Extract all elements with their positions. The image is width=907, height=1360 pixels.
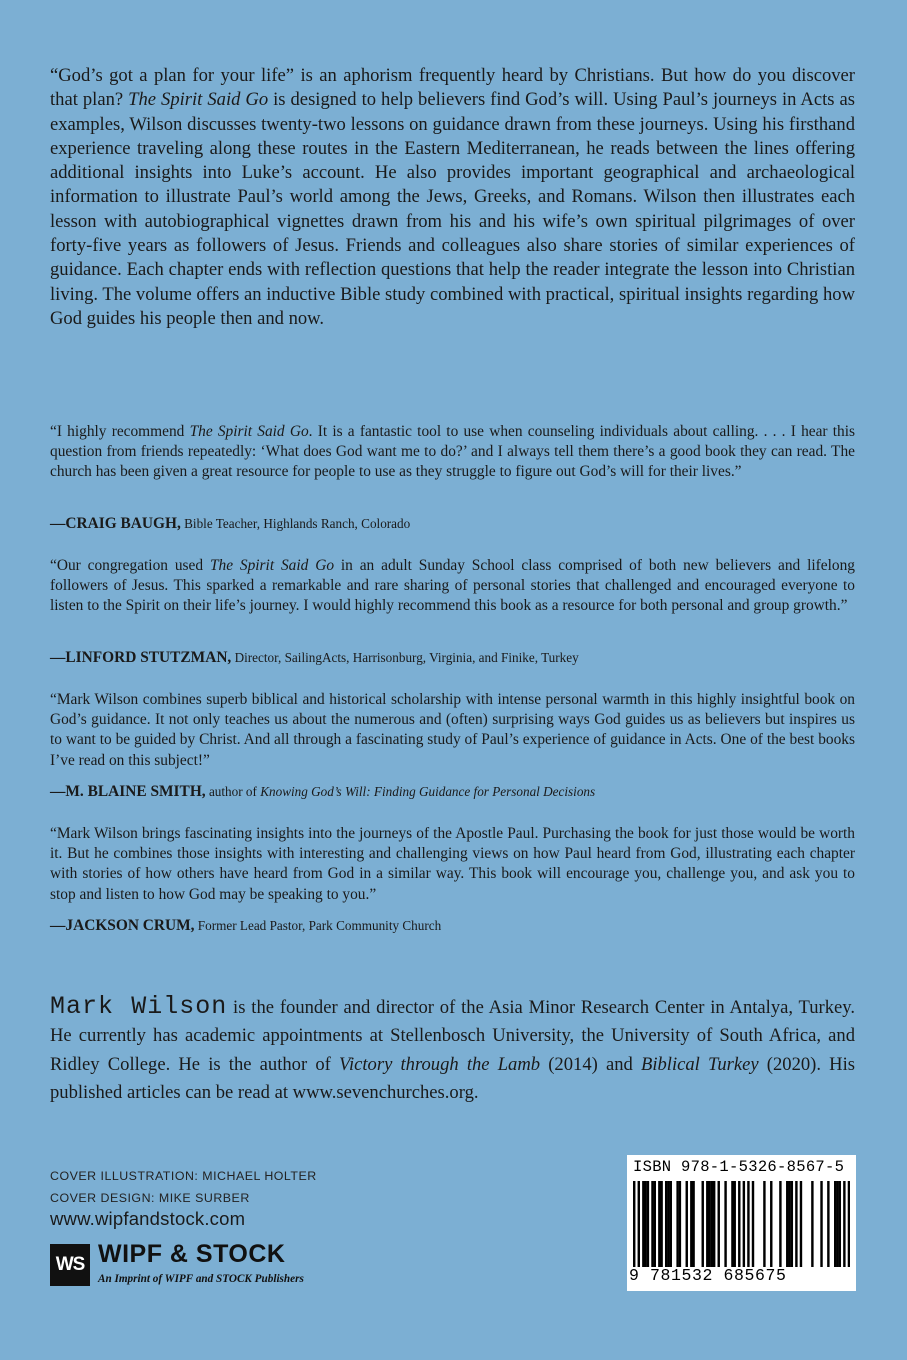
endorsement-quote: “Our congregation used The Spirit Said Go in an adult Sunday School class comprised of both new believers and lifelong followers of Jesus. This sparked a remarkable and rare sharing of personal stories that challenged and encouraged everyone to listen to the Spirit on their life’s journey. I would highly recommend this book as a resource for both personal and group growth.”: [50, 557, 855, 615]
barcode-bar: [638, 1181, 640, 1267]
barcode-bar: [706, 1181, 708, 1267]
endorsement-attribution: —M. BLAINE SMITH, author of Knowing God’s Will: Finding Guidance for Personal Decisions: [50, 783, 596, 800]
barcode-bar: [724, 1181, 726, 1267]
barcode-bar: [690, 1181, 692, 1267]
barcode-bar: [734, 1181, 736, 1267]
book-description: “God’s got a plan for your life” is an aphorism frequently heard by Christians. But how do you discover that plan? The Spirit Said Go is designed to help believers find God’s will. Using Paul’s journeys in Acts as examples, Wilson discusses twenty-two lessons on guidance drawn from these journeys. Using his firsthand experience traveling along these routes in the Eastern Mediterranean, he reads between the lines offering additional insights into Luke’s account. He also provides important geographical and archaeological information to illustrate Paul’s world among the Jews, Greeks, and Romans. Wilson then illustrates each lesson with autobiographical vignettes drawn from his and his wife’s own spiritual pilgrimages of over forty-five years as followers of Jesus. Friends and colleagues also share stories of similar experiences of guidance. Each chapter ends with reflection questions that help the reader integrate the lesson into Christian living. The volume offers an inductive Bible study combined with practical, spiritual insights regarding how God guides his people then and now.: [50, 65, 855, 329]
publisher-name: WIPF & STOCK: [98, 1240, 286, 1268]
barcode-bar: [676, 1181, 678, 1267]
endorsement-quote: “Mark Wilson combines superb biblical and historical scholarship with intense personal warmth in this highly insightful book on God’s guidance. It not only teaches us about the numerous and (often) surprising ways God guides us as believers but inspires us to want to be guided by Christ. And all through a fascinating study of Paul’s experience of guidance in Acts. One of the best books I’ve read on this subject!”: [50, 691, 855, 769]
publisher-website: www.wipfandstock.com: [50, 1208, 246, 1229]
barcode-digits: 9 781532 685675: [629, 1266, 787, 1285]
barcode-bar: [788, 1181, 790, 1267]
isbn-barcode: [627, 1155, 856, 1291]
barcode-bar: [731, 1181, 733, 1267]
barcode-bar: [654, 1181, 656, 1267]
barcode-bar: [644, 1181, 646, 1267]
barcode-bar: [752, 1181, 754, 1267]
endorsement-attribution: —LINFORD STUTZMAN, Director, SailingActs, Harrisonburg, Virginia, and Finike, Turkey: [50, 649, 579, 666]
ws-logo-icon: WS: [50, 1244, 90, 1286]
barcode-bar: [665, 1181, 667, 1267]
barcode-bar: [658, 1181, 660, 1267]
barcode-bar: [800, 1181, 802, 1267]
barcode-bar: [708, 1181, 710, 1267]
cover-design-credit: COVER DESIGN: MIKE SURBER: [50, 1191, 250, 1205]
barcode-bar: [713, 1181, 715, 1267]
publisher-imprint: An Imprint of WIPF and STOCK Publishers: [98, 1273, 304, 1285]
barcode-bar: [633, 1181, 635, 1267]
barcode-bar: [834, 1181, 836, 1267]
barcode-bar: [642, 1181, 644, 1267]
barcode-bar: [743, 1181, 745, 1267]
barcode-bar: [660, 1181, 662, 1267]
barcode-bar: [718, 1181, 720, 1267]
publisher-logo: [50, 1240, 370, 1290]
endorsement-attribution: —CRAIG BAUGH, Bible Teacher, Highlands Ranch, Colorado: [50, 515, 411, 532]
endorsement-attribution: —JACKSON CRUM, Former Lead Pastor, Park Community Church: [50, 917, 442, 934]
barcode-bar: [647, 1181, 649, 1267]
barcode-bar: [843, 1181, 845, 1267]
barcode-bar: [779, 1181, 781, 1267]
barcode-bar: [670, 1181, 672, 1267]
barcode-bar: [702, 1181, 704, 1267]
barcode-bar: [738, 1181, 740, 1267]
endorsement-quote: “Mark Wilson brings fascinating insights into the journeys of the Apostle Paul. Purchasing the book for just those would be worth it. But he combines those insights with interesting and challenging views on how Paul heard from God, illustrating each chapter with stories of how others have heard from God in a similar way. This book will encourage you, challenge you, and ask you to stop and listen to how God may be speaking to you.”: [50, 825, 855, 903]
barcode-bar: [827, 1181, 829, 1267]
barcode-bar: [820, 1181, 822, 1267]
barcode-bar: [686, 1181, 688, 1267]
book-title-italic: The Spirit Said Go: [128, 89, 269, 111]
author-name: Mark Wilson: [50, 992, 228, 1021]
barcode-bars: [633, 1181, 850, 1267]
barcode-bar: [667, 1181, 669, 1267]
barcode-bar: [770, 1181, 772, 1267]
barcode-bar: [791, 1181, 793, 1267]
author-bio: Mark Wilson is the founder and director of the Asia Minor Research Center in Antalya, Turkey. He currently has academic appointments at Stellenbosch University, the University of South Africa, and Ridley College. He is the author of Victory through the Lamb (2014) and Biblical Turkey (2020). His published articles can be read at www.sevenchurches.org.: [50, 992, 855, 1104]
barcode-bar: [763, 1181, 765, 1267]
barcode-bar: [848, 1181, 850, 1267]
barcode-bar: [839, 1181, 841, 1267]
barcode-bar: [811, 1181, 813, 1267]
barcode-bar: [692, 1181, 694, 1267]
barcode-bar: [836, 1181, 838, 1267]
barcode-bar: [786, 1181, 788, 1267]
cover-illustration-credit: COVER ILLUSTRATION: MICHAEL HOLTER: [50, 1169, 317, 1183]
endorsement-quote: “I highly recommend The Spirit Said Go. It is a fantastic tool to use when counseling individuals about calling. . . . I hear this question from friends repeatedly: ‘What does God want me to do?’ and I always tell them there’s a good book they can read. The church has been given a great resource for people to use as they struggle to figure out God’s will for their lives.”: [50, 423, 855, 481]
isbn-label: ISBN 978-1-5326-8567-5: [633, 1158, 845, 1176]
barcode-bar: [795, 1181, 797, 1267]
barcode-bar: [711, 1181, 713, 1267]
barcode-bar: [651, 1181, 653, 1267]
barcode-bar: [679, 1181, 681, 1267]
barcode-bar: [747, 1181, 749, 1267]
